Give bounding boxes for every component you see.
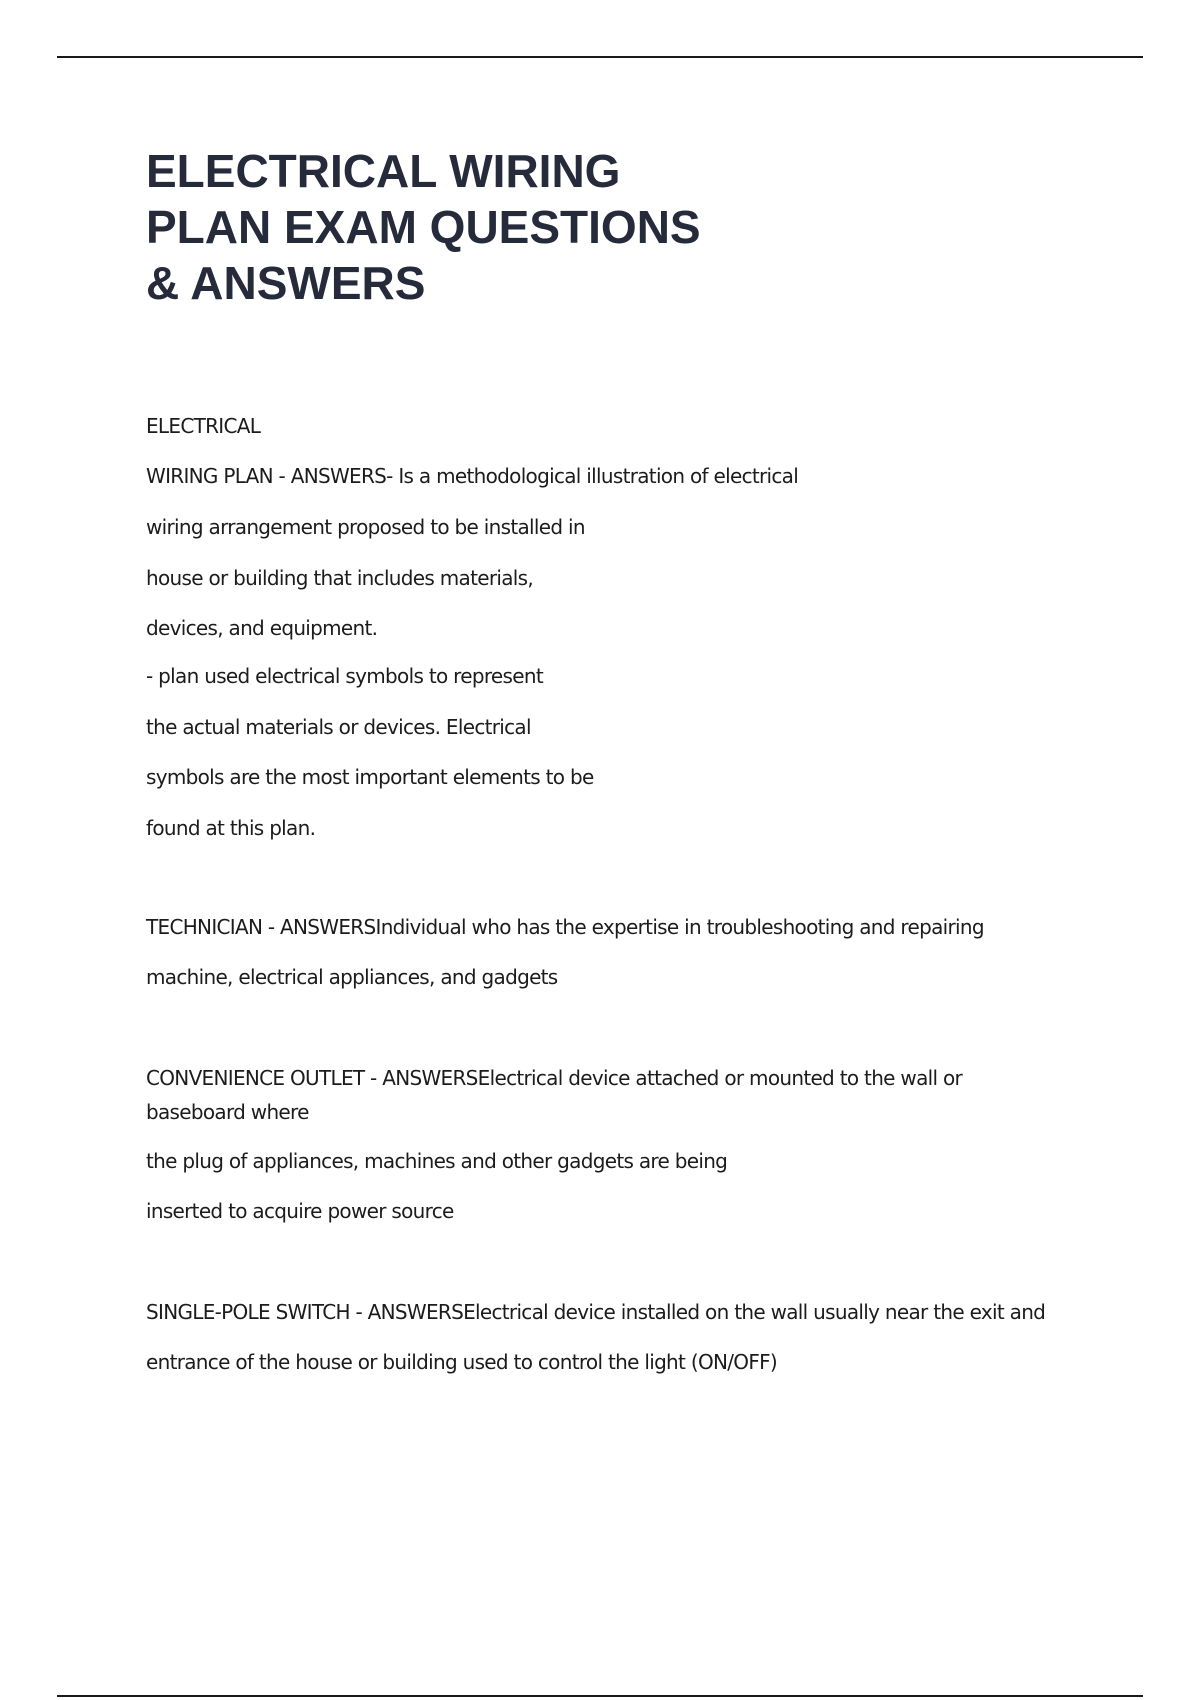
top-divider xyxy=(57,56,1143,58)
entry-line: - plan used electrical symbols to represent xyxy=(146,664,543,688)
entry-line: baseboard where xyxy=(146,1100,309,1124)
bottom-divider xyxy=(57,1695,1143,1697)
entry-line: SINGLE-POLE SWITCH - ANSWERSElectrical device installed on the wall usually near the exit and xyxy=(146,1300,1046,1324)
title-line: PLAN EXAM QUESTIONS xyxy=(146,201,701,253)
entry-line: devices, and equipment. xyxy=(146,616,378,640)
document-title xyxy=(146,143,701,311)
entry-line: inserted to acquire power source xyxy=(146,1199,454,1223)
entry-line: ELECTRICAL xyxy=(146,414,261,438)
entry-line: entrance of the house or building used to control the light (ON/OFF) xyxy=(146,1350,778,1374)
entry-line: house or building that includes materials, xyxy=(146,566,534,590)
entry-line: the plug of appliances, machines and other gadgets are being xyxy=(146,1149,728,1173)
title-line: & ANSWERS xyxy=(146,257,426,309)
entry-line: wiring arrangement proposed to be installed in xyxy=(146,515,585,539)
title-line: ELECTRICAL WIRING xyxy=(146,145,621,197)
entry-line: symbols are the most important elements to be xyxy=(146,765,594,789)
entry-line: the actual materials or devices. Electrical xyxy=(146,715,531,739)
entry-line: CONVENIENCE OUTLET - ANSWERSElectrical device attached or mounted to the wall or xyxy=(146,1066,963,1090)
entry-line: machine, electrical appliances, and gadgets xyxy=(146,965,558,989)
entry-line: TECHNICIAN - ANSWERSIndividual who has the expertise in troubleshooting and repairing xyxy=(146,915,984,939)
entry-line: found at this plan. xyxy=(146,816,316,840)
entry-line: WIRING PLAN - ANSWERS- Is a methodological illustration of electrical xyxy=(146,464,799,488)
